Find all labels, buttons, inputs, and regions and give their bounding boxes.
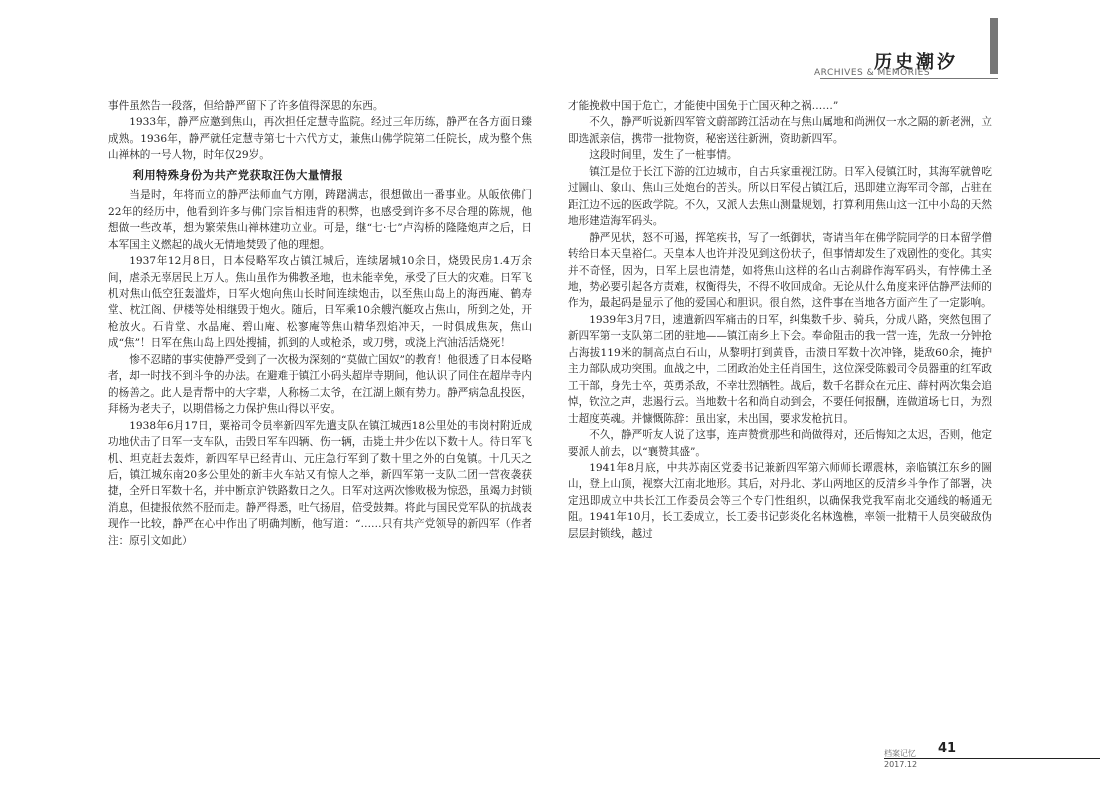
paragraph: 不久，静严听说新四军管文蔚部跨江活动在与焦山属地和尚洲仅一水之隔的新老洲，立即选派亲信，携带一批物资，秘密送往新洲，资助新四军。 — [568, 116, 992, 145]
section-subtitle: ARCHIVES & MEMORIES — [814, 68, 931, 78]
right-text-column — [568, 98, 992, 542]
paragraph: 1937年12月8日，日本侵略军攻占镇江城后，连续屠城10余日，烧毁民房1.4万余间，虐杀无辜居民上万人。焦山虽作为佛教圣地，也未能幸免，承受了巨大的灾难。日军飞机对焦山低空狂轰滥炸，日军火炮向焦山长时间连续炮击，以至焦山岛上的海西庵、鹤寿堂、枕江阁、伊楼等处相继毁于炮火。随后，日军乘10余艘汽艇攻占焦山，所到之处，开枪放火。石肯堂、水晶庵、碧山庵、松寥庵等焦山精华烈焰冲天，一时俱成焦灰，焦山成“焦”！日军在焦山岛上四处搜捕，抓到的人或枪杀，或刀劈，或浇上汽油活活烧死！ — [108, 255, 532, 350]
header-accent-bar — [990, 18, 998, 74]
paragraph: 才能挽救中国于危亡，才能使中国免于亡国灭种之祸……” — [568, 100, 839, 112]
section-title: 历史潮汐 — [874, 52, 958, 73]
paragraph: 不久，静严听友人说了这事，连声赞赏那些和尚做得对，还后悔知之太迟，否则，他定要派人前去，以“襄赞其盛”。 — [568, 429, 992, 458]
paragraph: 1933年，静严应邀到焦山，再次担任定慧寺监院。经过三年历练，静严在各方面日臻成熟。1936年，静严就任定慧寺第七十六代方丈，兼焦山佛学院第二任院长，成为整个焦山禅林的一号人物，时年仅29岁。 — [108, 116, 532, 162]
paragraph: 1939年3月7日，速遣新四军痛击的日军，纠集数千步、骑兵，分成八路，突然包围了新四军第一支队第二团的驻地——镇江南乡上下会。奉命阻击的我一营一连，先敌一分钟抢占海拔119米的制高点白石山，从黎明打到黄昏，击溃日军数十次冲锋，毙敌60余，掩护主力部队成功突围。血战之中，二团政治处主任肖国生，这位深受陈毅司令员器重的红军政工干部，身先士卒，英勇杀敌，不幸壮烈牺牲。战后，数千名群众在元庄、薛村两次集会追悼，钦泣之声，悲遏行云。当地数十名和尚自动到会，不要任何报酬，连做道场七日，为烈士超度英魂。并慷慨陈辞：虽出家，未出国，要求发枪抗日。 — [568, 313, 992, 425]
section-heading: 利用特殊身份为共产党获取汪伪大量情报 — [132, 168, 344, 182]
paragraph: 镇江是位于长江下游的江边城市，自古兵家重视江防。日军入侵镇江时，其海军就曾吃过圌山、象山、焦山三处炮台的苦头。所以日军侵占镇江后，迅即建立海军司令部，占驻在距江边不远的医政学院。不久，又派人去焦山测量规划，打算利用焦山这一江中小岛的天然地形建造海军码头。 — [568, 165, 992, 228]
paragraph: 当是时，年将而立的静严法师血气方刚，踌躇满志，很想做出一番事业。从皈依佛门22年的经历中，他看到许多与佛门宗旨相违背的积弊，也感受到许多不尽合理的陈规，他想做一些改革，想为繁荣焦山禅林建功立业。可是，继“七·七”卢沟桥的隆隆炮声之后，日本军国主义燃起的战火无情地焚毁了他的理想。 — [108, 189, 532, 251]
page-number: 41 — [938, 741, 957, 756]
left-text-column — [108, 98, 532, 549]
paragraph: 1941年8月底，中共苏南区党委书记兼新四军第六师师长谭震林，亲临镇江东乡的圌山，登上山顶，视察大江南北地形。其后，对丹北、茅山两地区的反清乡斗争作了部署，决定迅即成立中共长江工作委员会等三个专门性组织，以确保我党我军南北交通线的畅通无阻。1941年10月，长工委成立，长工委书记彭炎化名林逸樵，率领一批精干人员突破敌伪层层封锁线，越过 — [568, 461, 992, 540]
footer-rule — [884, 758, 1100, 759]
magazine-name: 档案记忆 — [884, 749, 916, 758]
issue-date: 2017.12 — [884, 760, 918, 769]
paragraph: 事件虽然告一段落，但给静严留下了许多值得深思的东西。 — [108, 100, 384, 112]
paragraph: 这段时间里，发生了一桩事情。 — [589, 149, 738, 162]
paragraph: 惨不忍睹的事实使静严受到了一次极为深刻的“莫做亡国奴”的教育！他很透了日本侵略者，却一时找不到斗争的办法。在避难于镇江小码头超岸寺期间，他认识了同住在超岸寺内的杨善之。此人是青帮中的大字辈，人称杨二太爷，在江湖上颇有势力。静严病急乱投医，拜杨为老夫子，以期借杨之力保护焦山得以平安。 — [108, 353, 532, 416]
header-rule — [820, 78, 998, 79]
paragraph: 1938年6月17日，粟裕司令员率新四军先遣支队在镇江城西18公里处的韦岗村附近成功地伏击了日军一支车队，击毁日军车四辆、伤一辆，击毙土井少佐以下数十人。待日军飞机、坦克赶去轰炸，新四军早已经青山、元庄急行军到了数十里之外的白兔镇。十几天之后，镇江城东南20多公里处的新丰火车站又有惊人之举，新四军第一支队二团一营夜袭获捷，全歼日军数十名，并中断京沪铁路数日之久。日军对这两次惨败极为惊恐，虽竭力封锁消息，但捷报依然不胫而走。静严得悉，吐气扬眉，倍受鼓舞。将此与国民党军队的抗战表现作一比较，静严在心中作出了明确判断，他写道：“……只有共产党领导的新四军（作者注：原引文如此） — [108, 419, 532, 547]
paragraph: 静严见状，怒不可遏，挥笔疾书，写了一纸御状，寄请当年在佛学院同学的日本留学僧转给日本天皇裕仁。天皇本人也许并没见到这份状子，但事情却发生了戏剧性的变化。其实并不奇怪，因为，日军上层也清楚，如将焦山这样的名山古刹辟作海军码头，有悖佛土圣地，势必要引起各方责难，权衡得失，不得不收回成命。无论从什么角度来评估静严法师的作为，最起码是显示了他的爱国心和胆识。很自然，这件事在当地各方面产生了一定影响。 — [568, 231, 992, 310]
